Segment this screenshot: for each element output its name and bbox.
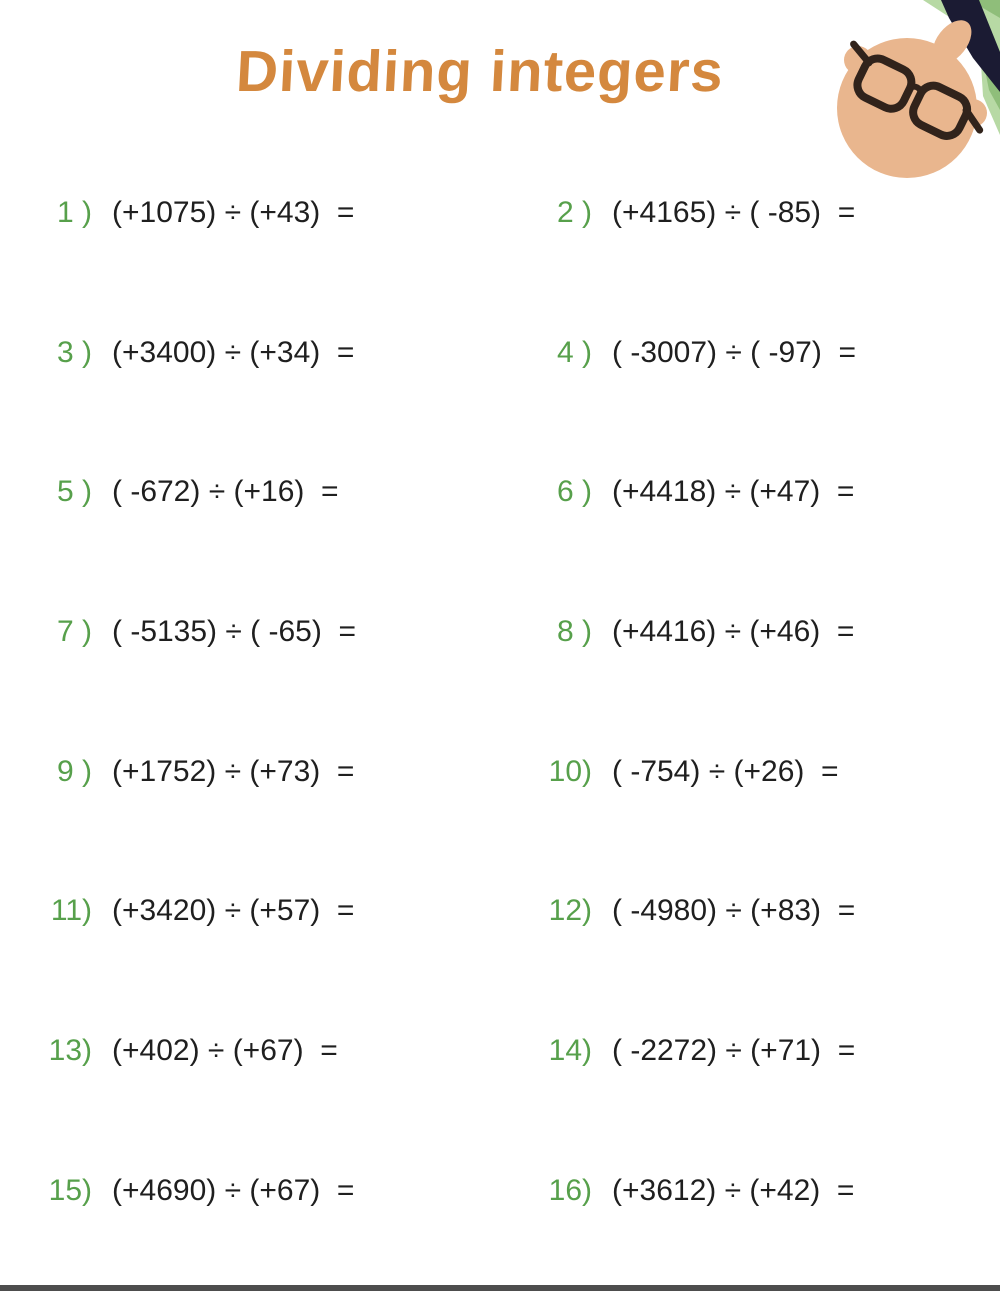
teacher-head-illustration [825, 0, 1000, 185]
problem-expression: (+4416) ÷ (+46) = [612, 615, 855, 649]
problem-expression: (+3612) ÷ (+42) = [612, 1173, 855, 1207]
problem-expression: (+1075) ÷ (+43) = [112, 196, 355, 229]
problem-expression: (+3420) ÷ (+57) = [112, 894, 355, 928]
problem-number: 16) [548, 1173, 592, 1207]
problem-expression: ( -4980) ÷ (+83) = [612, 894, 856, 928]
problem-1 [0, 196, 500, 336]
problem-12 [500, 894, 1000, 1034]
problem-expression: ( -754) ÷ (+26) = [612, 754, 839, 788]
problem-expression: (+4690) ÷ (+67) = [112, 1173, 355, 1207]
problem-14 [500, 1034, 1000, 1174]
problem-number: 15) [48, 1173, 92, 1207]
problem-2 [500, 196, 1000, 336]
problem-number: 1 ) [56, 196, 92, 229]
problem-number: 9 ) [56, 754, 92, 788]
problem-number: 4 ) [556, 335, 592, 369]
problem-6 [500, 475, 1000, 615]
problem-7 [0, 615, 500, 755]
problem-expression: (+4418) ÷ (+47) = [612, 475, 855, 509]
problem-number: 7 ) [56, 615, 92, 649]
problem-16 [500, 1174, 1000, 1291]
problem-4 [500, 336, 1000, 476]
problem-expression: ( -5135) ÷ ( -65) = [112, 615, 357, 649]
problem-9 [0, 755, 500, 895]
problem-number: 3 ) [56, 335, 92, 369]
problem-10 [500, 755, 1000, 895]
problem-number: 14) [548, 1034, 592, 1068]
problem-number: 6 ) [556, 475, 592, 509]
problem-expression: (+1752) ÷ (+73) = [112, 754, 355, 788]
problems-grid [0, 196, 1000, 1291]
worksheet-title: Dividing integers [234, 39, 726, 104]
problem-5 [0, 475, 500, 615]
problem-11 [0, 894, 500, 1034]
problem-15 [0, 1174, 500, 1291]
problem-8 [500, 615, 1000, 755]
problem-number: 10) [548, 754, 592, 788]
problem-3 [0, 336, 500, 476]
problem-expression: ( -2272) ÷ (+71) = [612, 1034, 856, 1068]
problem-expression: ( -3007) ÷ ( -97) = [612, 335, 857, 369]
problem-expression: ( -672) ÷ (+16) = [112, 475, 339, 509]
problem-expression: (+4165) ÷ ( -85) = [612, 196, 856, 229]
problem-number: 13) [48, 1034, 92, 1068]
problem-expression: (+402) ÷ (+67) = [112, 1034, 338, 1068]
problem-number: 11) [50, 894, 92, 928]
page-bottom-edge [0, 1285, 1000, 1291]
problem-number: 2 ) [556, 196, 592, 229]
problem-13 [0, 1034, 500, 1174]
problem-expression: (+3400) ÷ (+34) = [112, 335, 355, 369]
problem-number: 12) [548, 894, 592, 928]
problem-number: 5 ) [56, 475, 92, 509]
problem-number: 8 ) [556, 615, 592, 649]
